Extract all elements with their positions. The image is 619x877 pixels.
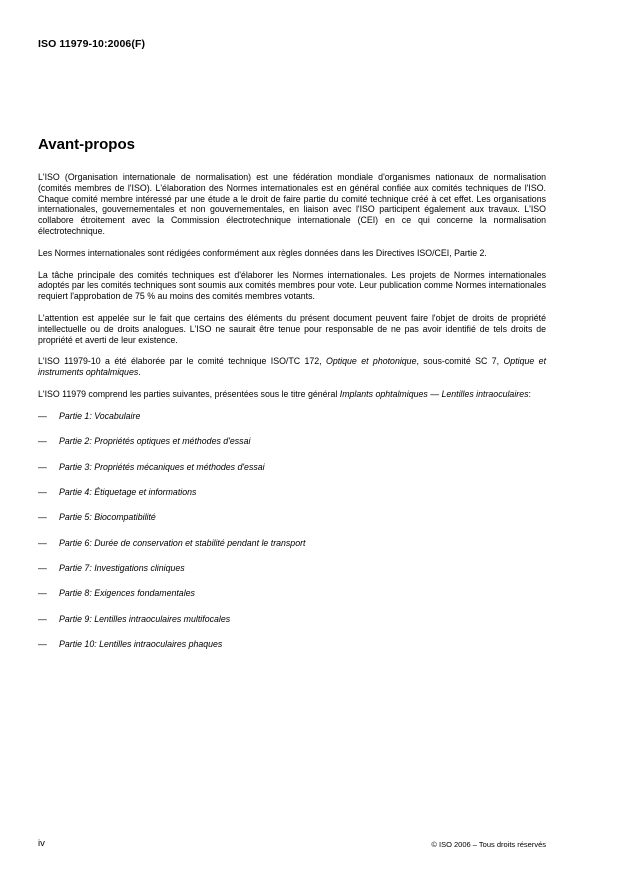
general-title: Implants ophtalmiques — Lentilles intraoculaires [339,388,529,399]
dash-bullet: — [38,537,47,548]
page-number: iv [38,838,45,849]
part-label: Partie 4: Étiquetage et informations [59,486,197,497]
part-label: Partie 7: Investigations cliniques [59,563,185,574]
list-item [38,563,546,588]
list-item [38,462,546,487]
paragraph-iso-organisation: L'ISO (Organisation internationale de normalisation) est une fédération mondiale d'organismes nationaux de normalisation (comités membres de l'ISO). L'élaboration des Normes internationales est en général confiée aux comités techniques de l'ISO. Chaque comité membre intéressé par une étude a le droit de faire partie du comité technique créé à cet effet. Les organisations internationales, gouvernementales et non gouvernementales, en liaison avec l'ISO participent également aux travaux. L'ISO collabore étroitement avec la Commission électrotechnique internationale (CEI) en ce qui concerne la normalisation électrotechnique. [38,172,546,236]
prepared-by-text-end: . [138,367,141,378]
list-item [38,411,546,436]
paragraph-prepared-by [38,356,546,378]
part-label: Partie 8: Exigences fondamentales [59,588,195,599]
parts-list [38,411,546,665]
foreword-body [38,172,546,665]
prepared-by-text-2: , sous-comité SC 7, [416,356,504,367]
dash-bullet: — [38,563,47,574]
part-label: Partie 10: Lentilles intraoculaires phaques [59,639,223,650]
paragraph-directives: Les Normes internationales sont rédigées conformément aux règles données dans les Directives ISO/CEI, Partie 2. [38,247,487,258]
copyright-notice: © ISO 2006 – Tous droits réservés [431,840,546,849]
list-item [38,538,546,563]
paragraph-patent-rights: L'attention est appelée sur le fait que certains des éléments du présent document peuvent faire l'objet de droits de propriété intellectuelle ou de droits analogues. L'ISO ne saurait être tenue pour responsable de ne pas avoir identifié de tels droits de propriété et averti de leur existence. [38,312,546,345]
list-item [38,436,546,461]
part-label: Partie 1: Vocabulaire [59,410,141,421]
list-item [38,588,546,613]
paragraph-technical-committees: La tâche principale des comités techniques est d'élaborer les Normes internationales. Les projets de Normes internationales adoptés par les comités techniques sont soumis aux comités membres pour vote. Leur publication comme Normes internationales requiert l'approbation de 75 % au moins des comités membres votants. [38,269,546,302]
paragraph-parts-intro [38,389,546,400]
part-label: Partie 3: Propriétés mécaniques et méthodes d'essai [59,461,265,472]
part-label: Partie 9: Lentilles intraoculaires multifocales [59,613,231,624]
list-item [38,639,546,664]
parts-intro-text: L'ISO 11979 comprend les parties suivantes, présentées sous le titre général [38,388,340,399]
subcommittee-name: Optique et instruments ophtalmiques [38,356,547,378]
document-id-header: ISO 11979-10:2006(F) [38,38,146,50]
dash-bullet: — [38,639,47,650]
list-item [38,487,546,512]
list-item [38,614,546,639]
dash-bullet: — [38,613,47,624]
list-item [38,512,546,537]
parts-intro-colon: : [528,388,531,399]
part-label: Partie 5: Biocompatibilité [59,512,156,523]
committee-name: Optique et photonique [326,356,417,367]
dash-bullet: — [38,486,47,497]
dash-bullet: — [38,410,47,421]
dash-bullet: — [38,461,47,472]
dash-bullet: — [38,588,47,599]
dash-bullet: — [38,436,47,447]
page-title: Avant-propos [38,136,135,153]
part-label: Partie 6: Durée de conservation et stabilité pendant le transport [59,537,306,548]
part-label: Partie 2: Propriétés optiques et méthodes d'essai [59,436,251,447]
dash-bullet: — [38,512,47,523]
prepared-by-text: L'ISO 11979-10 a été élaborée par le comité technique ISO/TC 172, [38,356,326,367]
